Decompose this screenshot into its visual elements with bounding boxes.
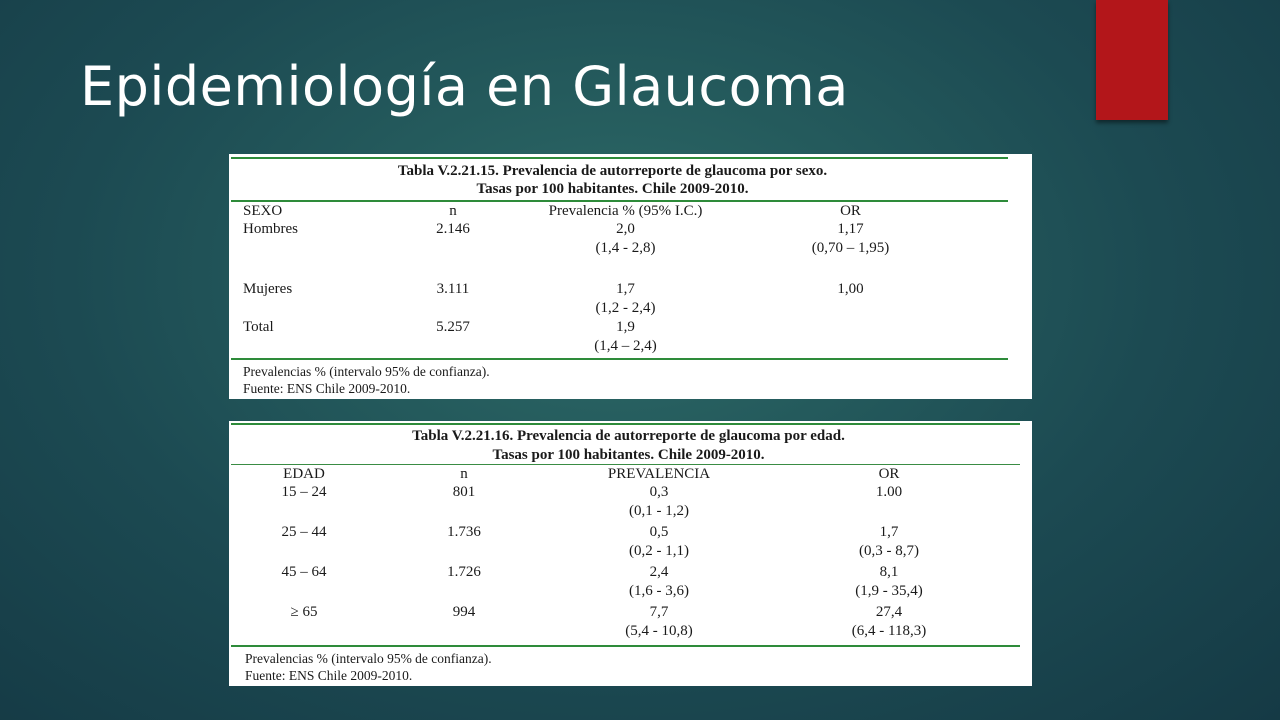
slide-title: Epidemiología en Glaucoma [80, 55, 849, 118]
prevalence-value: 1,9 [616, 319, 635, 335]
prevalence-value: 1,7 [616, 281, 635, 297]
table-source: Fuente: ENS Chile 2009-2010. [245, 668, 413, 683]
cell-or [738, 280, 963, 318]
column-header-edad: EDAD [283, 466, 325, 482]
cell-or [759, 603, 1019, 643]
cell-or [759, 563, 1019, 603]
accent-bar [1096, 0, 1168, 120]
or-value: 1.00 [875, 484, 903, 500]
table-caption-subtitle: Tasas por 100 habitantes. Chile 2009-2010. [476, 181, 749, 197]
prevalence-ci: (1,4 – 2,4) [594, 338, 657, 354]
row-label: Mujeres [243, 281, 293, 297]
or-ci: (0,70 – 1,95) [811, 240, 890, 256]
table-caption-subtitle: Tasas por 100 habitantes. Chile 2009-2010. [492, 447, 765, 463]
column-header-n: n [460, 466, 468, 482]
prevalence-value: 0,5 [649, 524, 669, 540]
cell-or [738, 220, 963, 280]
data-table-sexo [243, 202, 963, 356]
row-label: 15 – 24 [281, 484, 327, 500]
column-header-prevalencia: Prevalencia % (95% I.C.) [548, 203, 703, 219]
table-caption: Tabla V.2.21.16. Prevalencia de autorreporte de glaucoma por edad. [412, 428, 845, 444]
cell-prevalence [513, 220, 738, 280]
table-bottom-rule [231, 358, 1008, 360]
table-top-rule [231, 157, 1008, 159]
or-ci: (6,4 - 118,3) [851, 623, 927, 639]
cell-n: 1.736 [447, 524, 481, 540]
table-notes [243, 363, 490, 397]
table-image-sexo [229, 154, 1032, 399]
column-header-or: OR [840, 203, 861, 219]
table-header-row [243, 202, 963, 220]
or-value: 1,00 [837, 281, 864, 297]
table-row [243, 220, 963, 280]
table-row [239, 563, 1019, 603]
cell-n: 5.257 [436, 319, 470, 335]
column-header-n: n [449, 203, 457, 219]
cell-n: 801 [452, 484, 476, 500]
cell-n: 3.111 [436, 281, 470, 297]
or-value: 1,7 [879, 524, 899, 540]
or-value: 8,1 [879, 564, 899, 580]
cell-prevalence [559, 603, 759, 643]
row-label: Total [243, 319, 274, 335]
or-ci: (1,9 - 35,4) [855, 583, 923, 599]
or-value: 1,17 [837, 221, 864, 237]
column-header-sexo: SEXO [243, 203, 283, 219]
prevalence-value: 2,4 [649, 564, 669, 580]
table-note: Prevalencias % (intervalo 95% de confianza). [243, 364, 490, 379]
prevalence-value: 7,7 [649, 604, 669, 620]
cell-prevalence [559, 483, 759, 523]
prevalence-ci: (1,2 - 2,4) [595, 300, 656, 316]
data-table-edad [239, 465, 1019, 643]
table-note: Prevalencias % (intervalo 95% de confianza). [245, 651, 492, 666]
table-image-edad [229, 421, 1032, 686]
table-row [239, 483, 1019, 523]
table-header-row [239, 465, 1019, 483]
or-value: 27,4 [875, 604, 903, 620]
table-row [239, 523, 1019, 563]
table-caption: Tabla V.2.21.15. Prevalencia de autorreporte de glaucoma por sexo. [397, 163, 828, 179]
table-notes [245, 650, 492, 684]
row-label: 45 – 64 [281, 564, 327, 580]
cell-or [759, 483, 1019, 523]
prevalence-ci: (1,4 - 2,8) [595, 240, 656, 256]
cell-n: 994 [452, 604, 476, 620]
table-row [243, 318, 963, 356]
table-row [243, 280, 963, 318]
prevalence-value: 0,3 [649, 484, 669, 500]
cell-prevalence [513, 280, 738, 318]
or-ci: (0,3 - 8,7) [859, 543, 919, 559]
table-top-rule [231, 423, 1020, 425]
prevalence-ci: (1,6 - 3,6) [629, 583, 689, 599]
prevalence-value: 2,0 [616, 221, 635, 237]
cell-prevalence [513, 318, 738, 356]
row-label: ≥ 65 [290, 604, 318, 620]
column-header-or: OR [878, 466, 900, 482]
row-label: Hombres [243, 221, 298, 237]
cell-prevalence [559, 563, 759, 603]
row-label: 25 – 44 [281, 524, 327, 540]
prevalence-ci: (5,4 - 10,8) [625, 623, 693, 639]
column-header-prevalencia: PREVALENCIA [607, 466, 711, 482]
cell-or [738, 318, 963, 356]
prevalence-ci: (0,2 - 1,1) [629, 543, 689, 559]
cell-n: 2.146 [436, 221, 470, 237]
table-source: Fuente: ENS Chile 2009-2010. [243, 381, 411, 396]
table-bottom-rule [231, 645, 1020, 647]
cell-n: 1.726 [447, 564, 481, 580]
prevalence-ci: (0,1 - 1,2) [629, 503, 689, 519]
cell-prevalence [559, 523, 759, 563]
cell-or [759, 523, 1019, 563]
table-row [239, 603, 1019, 643]
